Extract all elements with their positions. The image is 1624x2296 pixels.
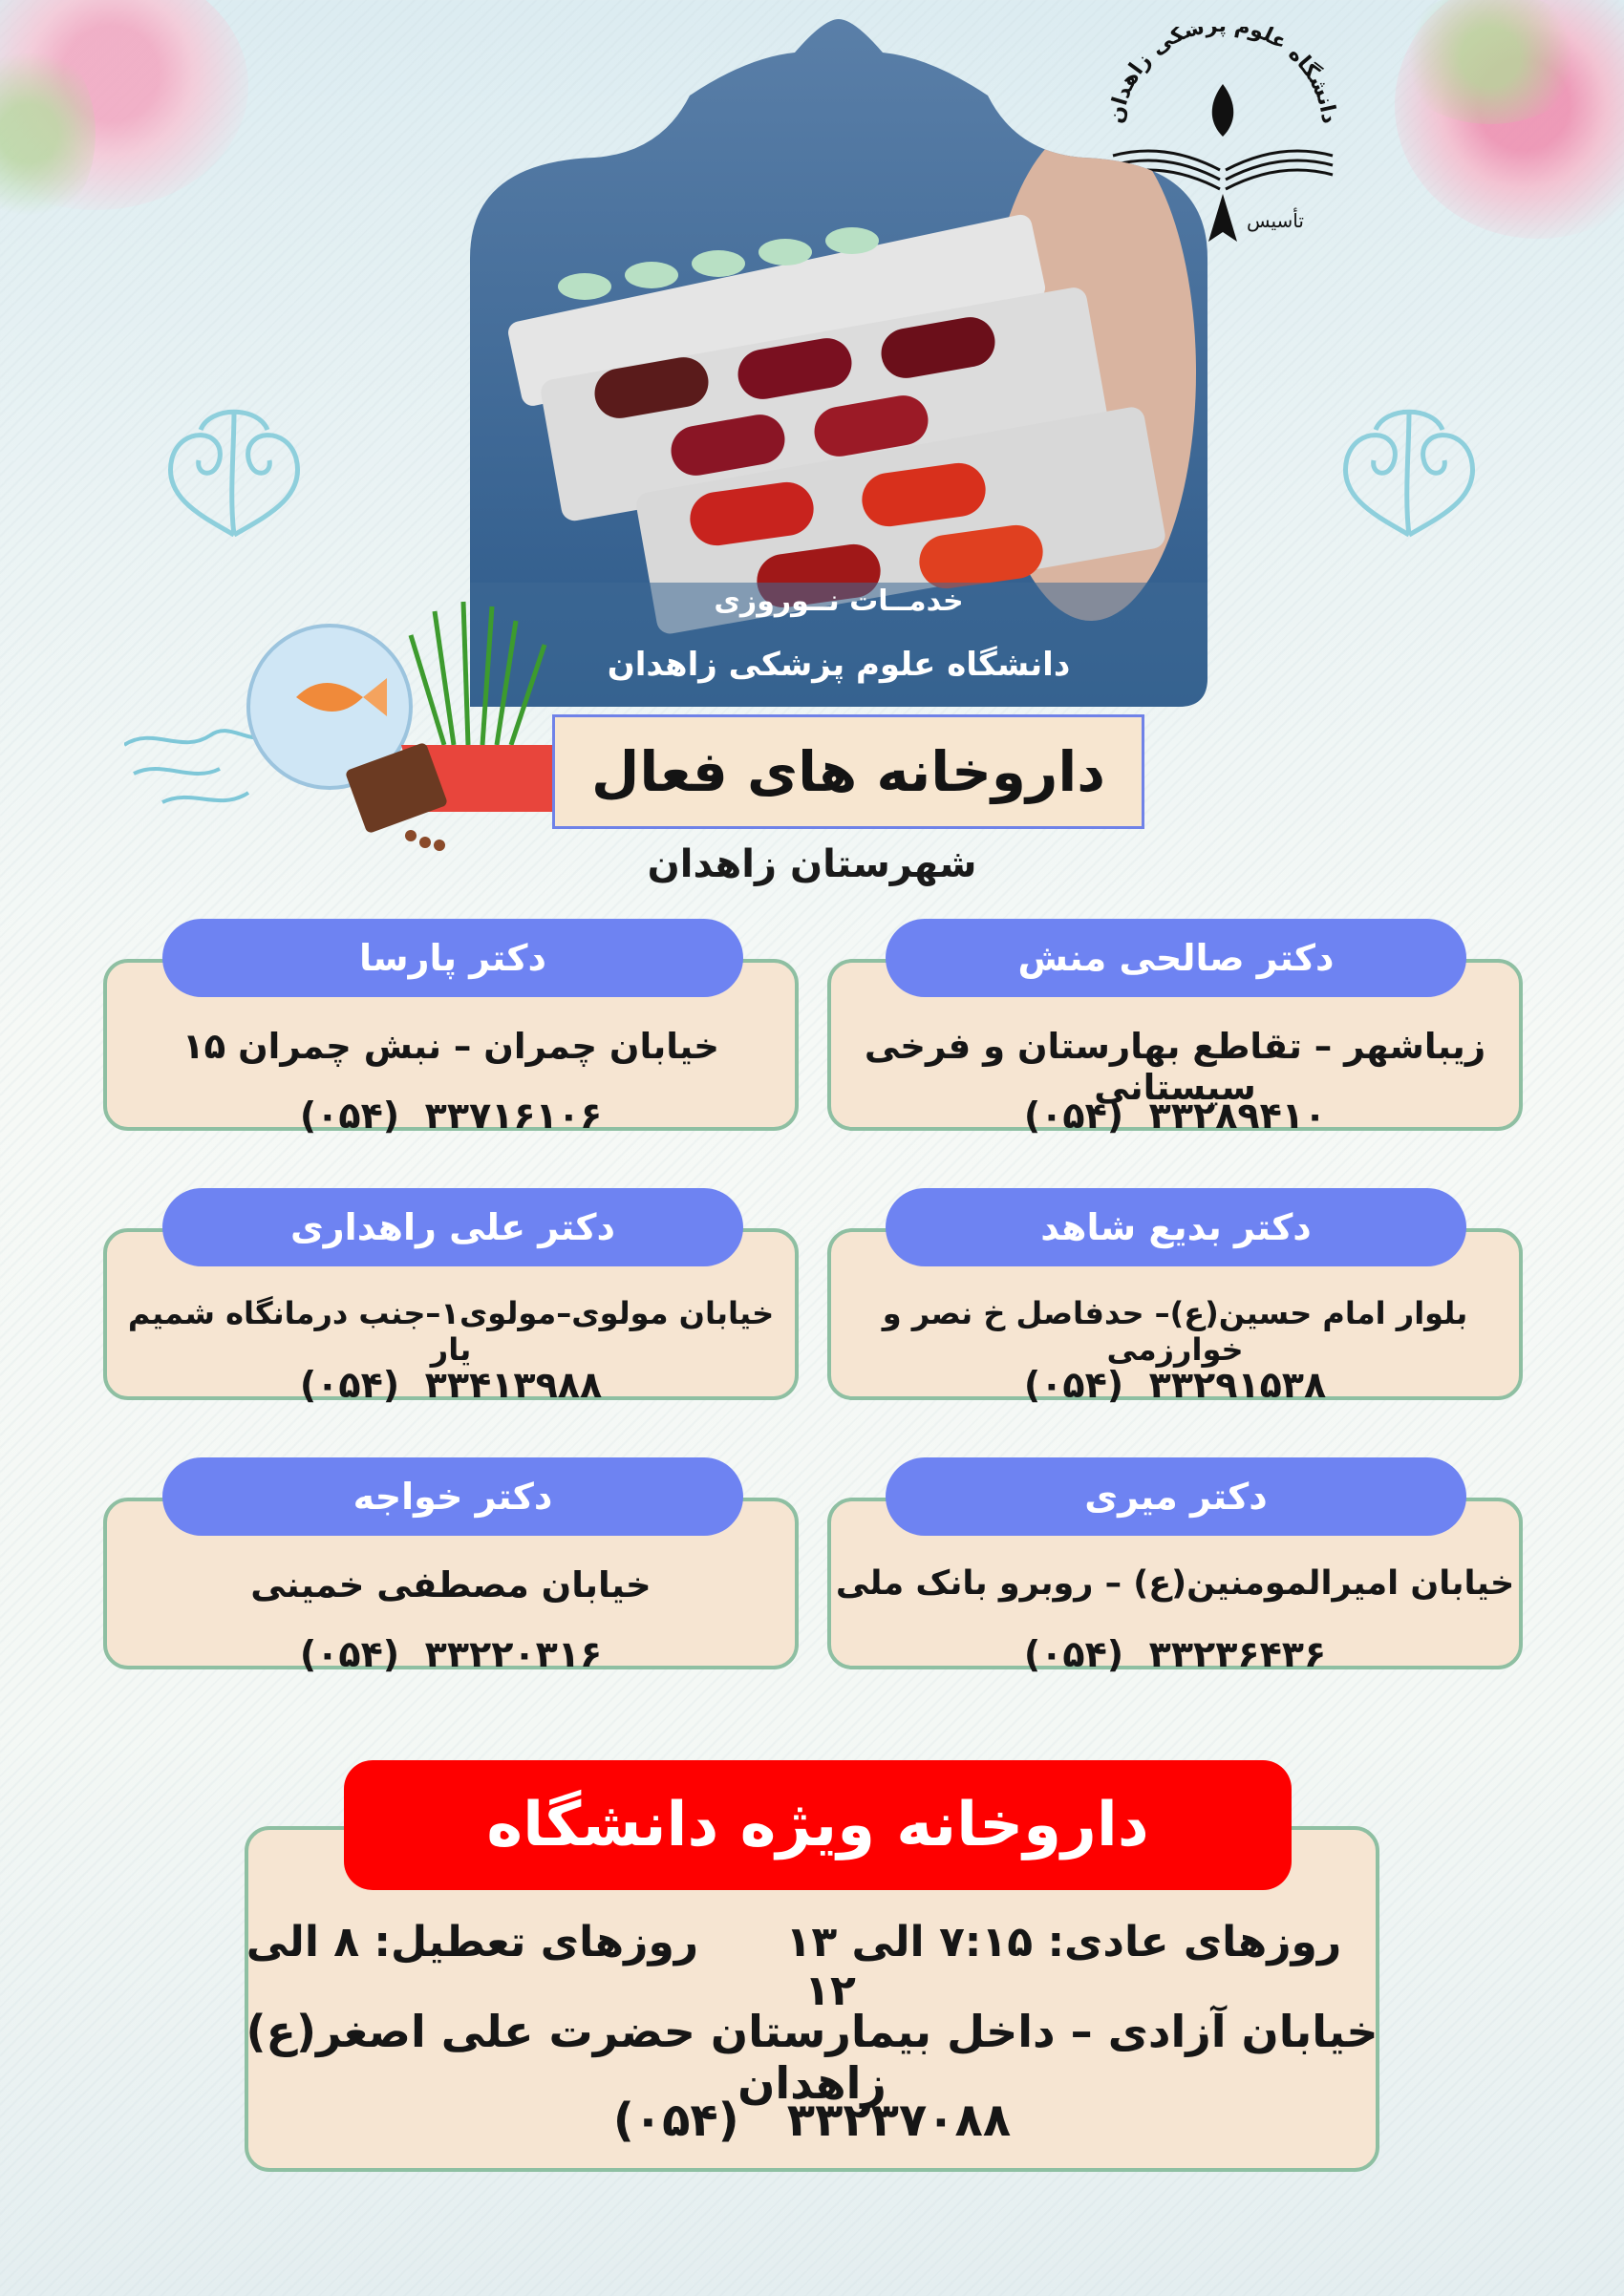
university-pharmacy-title: داروخانه ویژه دانشگاه bbox=[344, 1760, 1292, 1890]
phone-code: (۰۵۴) bbox=[299, 1095, 400, 1137]
pharmacy-phone bbox=[831, 1095, 1519, 1137]
pharmacy-name: دکتر علی راهداری bbox=[162, 1188, 743, 1266]
phone-number: ۳۳۲۳۷۰۸۸ bbox=[786, 2094, 1012, 2147]
hours-regular: روزهای عادی: ۷:۱۵ الی ۱۳ bbox=[785, 1918, 1342, 1966]
swirl-ornament-left bbox=[143, 392, 325, 544]
pharmacy-address: بلوار امام حسین(ع)– حدفاصل خ نصر و خوارزمی bbox=[882, 1295, 1468, 1368]
pharmacy-address: خیابان مولوی–مولوی۱–جنب درمانگاه شمیم یار bbox=[127, 1295, 775, 1368]
pharmacy-name: دکتر بدیع شاهد bbox=[886, 1188, 1466, 1266]
pharmacy-name: دکتر صالحی منش bbox=[886, 919, 1466, 997]
pharmacy-phone bbox=[107, 1095, 795, 1137]
hero-caption-services: خدمــات نــوروزی bbox=[714, 585, 964, 618]
page-title: داروخانه های فعال bbox=[552, 714, 1144, 829]
phone-code: (۰۵۴) bbox=[1023, 1364, 1124, 1406]
pharmacy-name: دکتر پارسا bbox=[162, 919, 743, 997]
pharmacy-address: خیابان امیرالمومنین(ع) – روبرو بانک ملی bbox=[835, 1564, 1515, 1603]
phone-number: ۳۳۲۹۱۵۳۸ bbox=[1148, 1364, 1327, 1406]
svg-text:دانشگاه علوم پزشکی زاهدان: دانشگاه علوم شکی زاهدان bbox=[1104, 27, 1341, 126]
hero-caption-university: دانشگاه علوم پزشکی زاهدان bbox=[607, 646, 1071, 684]
swirl-ornament-right bbox=[1318, 392, 1500, 544]
phone-number: ۳۳۲۸۹۴۱۰ bbox=[1148, 1095, 1327, 1137]
pharmacy-address: زیباشهر – تقاطع بهارستان و فرخی سیستانی bbox=[864, 1026, 1486, 1108]
working-hours bbox=[245, 1918, 1379, 2015]
svg-text:تأسیس: تأسیس bbox=[1247, 209, 1304, 232]
university-pharmacy-address: خیابان آزادی – داخل بیمارستان حضرت علی اصغر(ع) زاهدان bbox=[246, 2006, 1378, 2109]
pharmacy-phone bbox=[107, 1364, 795, 1406]
phone-code: (۰۵۴) bbox=[612, 2094, 739, 2147]
hours-holiday: روزهای تعطیل: ۸ الی ۱۲ bbox=[246, 1918, 856, 2015]
pharmacy-name: دکتر میری bbox=[886, 1457, 1466, 1536]
pharmacy-phone bbox=[831, 1633, 1519, 1675]
phone-code: (۰۵۴) bbox=[1023, 1633, 1124, 1675]
university-pharmacy-phone bbox=[245, 2094, 1379, 2147]
pharmacy-address: خیابان مصطفی خمینی bbox=[250, 1564, 652, 1605]
phone-code: (۰۵۴) bbox=[1023, 1095, 1124, 1137]
pharmacy-address: خیابان چمران – نبش چمران ۱۵ bbox=[182, 1026, 719, 1067]
haftsin-decoration bbox=[124, 592, 602, 869]
pharmacy-name: دکتر خواجه bbox=[162, 1457, 743, 1536]
phone-number: ۳۳۴۱۳۹۸۸ bbox=[424, 1364, 603, 1406]
phone-number: ۳۳۷۱۶۱۰۶ bbox=[424, 1095, 603, 1137]
city-subtitle: شهرستان زاهدان bbox=[647, 842, 977, 886]
pharmacy-phone bbox=[831, 1364, 1519, 1406]
phone-code: (۰۵۴) bbox=[299, 1364, 400, 1406]
phone-number: ۳۳۲۳۶۴۳۶ bbox=[1148, 1633, 1327, 1675]
pharmacy-phone bbox=[107, 1633, 795, 1675]
phone-number: ۳۳۲۲۰۳۱۶ bbox=[424, 1633, 603, 1675]
phone-code: (۰۵۴) bbox=[299, 1633, 400, 1675]
